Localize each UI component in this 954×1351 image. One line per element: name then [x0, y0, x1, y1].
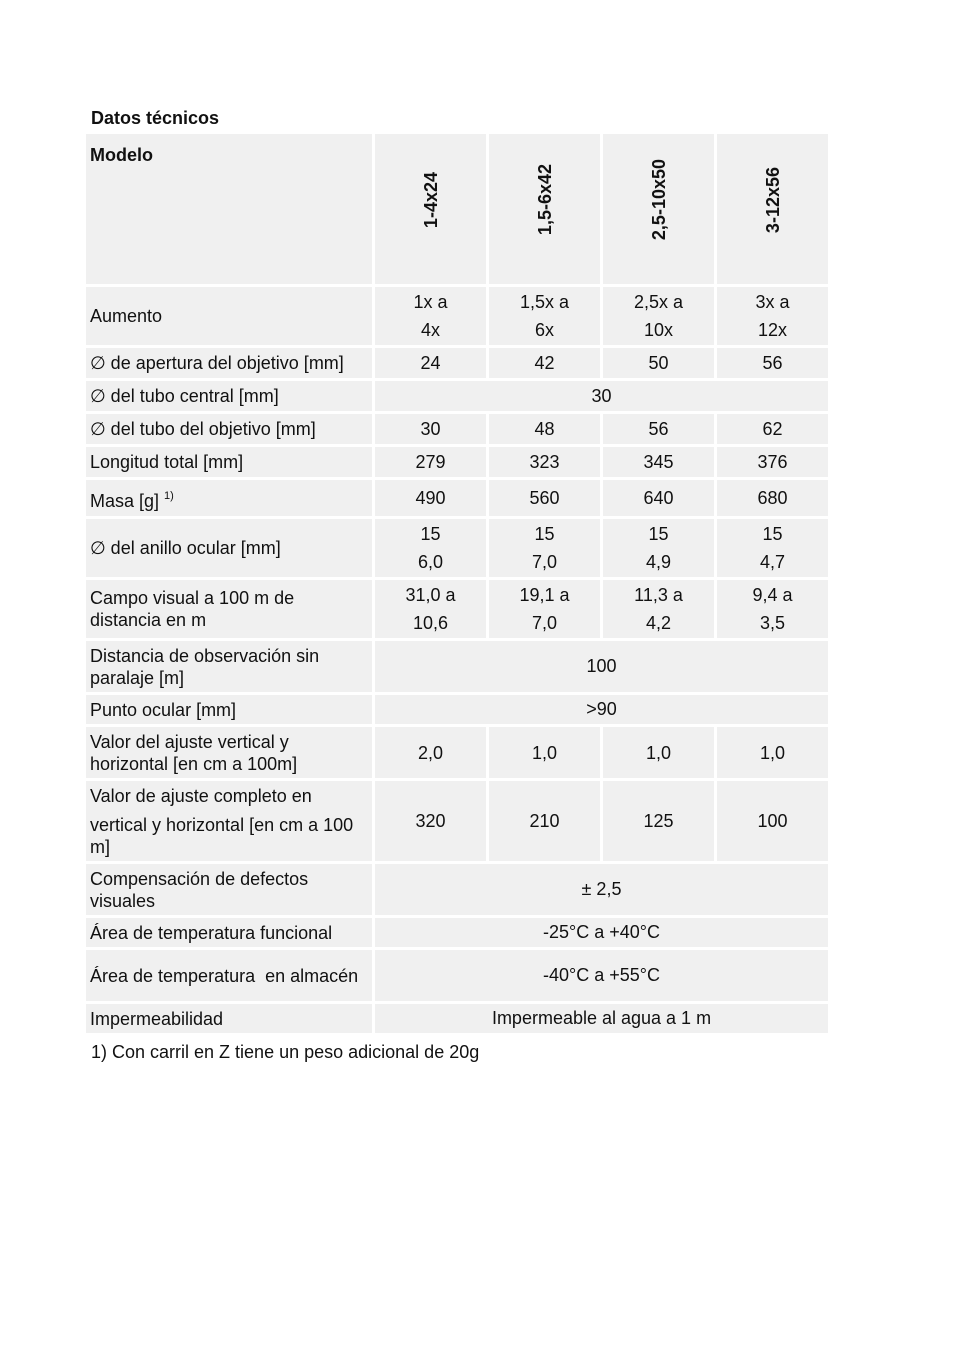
cell: 2,0: [375, 727, 486, 778]
cell: 560: [489, 480, 600, 516]
table-row-tubo-objetivo: [86, 414, 828, 444]
model-column-header: 3-12x56: [717, 134, 828, 284]
cell: 24: [375, 348, 486, 378]
cell: 490: [375, 480, 486, 516]
cell: 15 4,7: [717, 519, 828, 577]
cell: 279: [375, 447, 486, 477]
specs-table: [83, 131, 831, 1036]
row-label: ∅ del tubo del objetivo [mm]: [86, 414, 372, 444]
table-row-apertura: [86, 348, 828, 378]
table-row-temp-almacen: [86, 950, 828, 1001]
row-label: Longitud total [mm]: [86, 447, 372, 477]
cell: 100: [375, 641, 828, 692]
cell: 640: [603, 480, 714, 516]
cell: 31,0 a 10,6: [375, 580, 486, 638]
footnote: 1) Con carril en Z tiene un peso adicional de 20g: [91, 1042, 480, 1062]
cell: 1,0: [489, 727, 600, 778]
model-header: Modelo: [86, 134, 372, 284]
row-label: Valor de ajuste completo en vertical y horizontal [en cm a 100 m]: [86, 781, 372, 861]
row-label: Distancia de observación sin paralaje [m]: [86, 641, 372, 692]
cell: 56: [717, 348, 828, 378]
cell: 320: [375, 781, 486, 861]
cell: 680: [717, 480, 828, 516]
cell: 9,4 a 3,5: [717, 580, 828, 638]
cell: 30: [375, 381, 828, 411]
cell: 1,0: [717, 727, 828, 778]
table-row-campo: [86, 580, 828, 638]
cell: 376: [717, 447, 828, 477]
cell: 42: [489, 348, 600, 378]
cell: 210: [489, 781, 600, 861]
cell: 15 4,9: [603, 519, 714, 577]
cell: 2,5x a 10x: [603, 287, 714, 345]
table-row-tubo-central: [86, 381, 828, 411]
cell: 1x a 4x: [375, 287, 486, 345]
table-row-aumento: [86, 287, 828, 345]
row-label: Aumento: [86, 287, 372, 345]
cell: 19,1 a 7,0: [489, 580, 600, 638]
row-label: ∅ de apertura del objetivo [mm]: [86, 348, 372, 378]
table-header-row: [86, 134, 828, 284]
document-title: Datos técnicos: [91, 108, 220, 128]
row-label: ∅ del tubo central [mm]: [86, 381, 372, 411]
cell: 1,5x a 6x: [489, 287, 600, 345]
cell: -40°C a +55°C: [375, 950, 828, 1001]
cell: Impermeable al agua a 1 m: [375, 1004, 828, 1033]
cell: >90: [375, 695, 828, 724]
cell: 15 6,0: [375, 519, 486, 577]
cell: ± 2,5: [375, 864, 828, 915]
table-row-paralaje: [86, 641, 828, 692]
model-column-header: 1-4x24: [375, 134, 486, 284]
table-row-ajuste: [86, 727, 828, 778]
table-row-compensacion: [86, 864, 828, 915]
cell: 100: [717, 781, 828, 861]
table-row-anillo: [86, 519, 828, 577]
cell: 11,3 a 4,2: [603, 580, 714, 638]
cell: 50: [603, 348, 714, 378]
cell: 56: [603, 414, 714, 444]
cell: -25°C a +40°C: [375, 918, 828, 947]
row-label: Compensación de defectos visuales: [86, 864, 372, 915]
row-label: Área de temperatura funcional: [86, 918, 372, 947]
row-label: Campo visual a 100 m de distancia en m: [86, 580, 372, 638]
row-label: Masa [g] $^{1)}$: [86, 480, 372, 516]
row-label: Valor del ajuste vertical y horizontal [en cm a 100m]: [86, 727, 372, 778]
row-label: Área de temperatura en almacén: [86, 950, 372, 1001]
table-row-masa: [86, 480, 828, 516]
cell: 62: [717, 414, 828, 444]
table-row-longitud: [86, 447, 828, 477]
table-row-punto-ocular: [86, 695, 828, 724]
footnote-marker: 1): [164, 489, 174, 502]
row-label: ∅ del anillo ocular [mm]: [86, 519, 372, 577]
row-label: Punto ocular [mm]: [86, 695, 372, 724]
cell: 323: [489, 447, 600, 477]
cell: 3x a 12x: [717, 287, 828, 345]
cell: 125: [603, 781, 714, 861]
model-column-header: 2,5-10x50: [603, 134, 714, 284]
cell: 1,0: [603, 727, 714, 778]
row-label: Impermeabilidad: [86, 1004, 372, 1033]
table-row-ajuste-completo: [86, 781, 828, 861]
model-column-header: 1,5-6x42: [489, 134, 600, 284]
cell: 15 7,0: [489, 519, 600, 577]
table-row-temp-funcional: [86, 918, 828, 947]
cell: 30: [375, 414, 486, 444]
cell: 48: [489, 414, 600, 444]
cell: 345: [603, 447, 714, 477]
table-row-impermeabilidad: [86, 1004, 828, 1033]
